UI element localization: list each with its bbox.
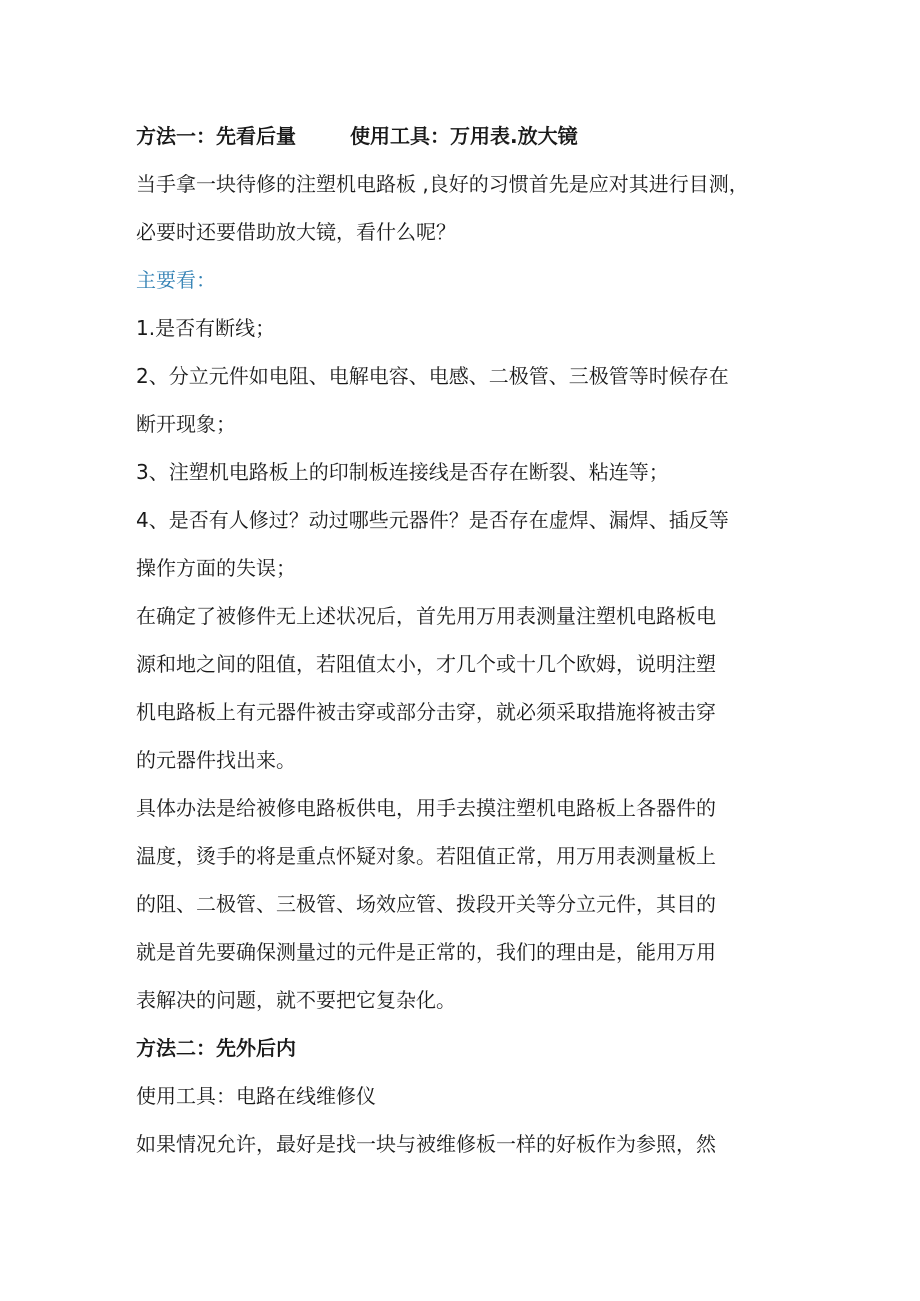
intro-line: 当手拿一块待修的注塑机电路板 ,良好的习惯首先是应对其进行目测， [136,172,749,196]
paragraph1-line: 机电路板上有元器件被击穿或部分击穿，就必须采取措施将被击穿 [136,700,716,724]
main-look-subheading: 主要看： [136,268,216,292]
paragraph1-line: 源和地之间的阻值，若阻值太小，才几个或十几个欧姆，说明注塑 [136,652,716,676]
paragraph1-line: 的元器件找出来。 [136,748,296,772]
method2-text: 如果情况允许，最好是找一块与被维修板一样的好板作为参照，然 [136,1132,716,1156]
document-page [136,112,826,1168]
check-line: 1.是否有断线； [136,316,276,340]
paragraph1-line: 在确定了被修件无上述状况后，首先用万用表测量注塑机电路板电 [136,604,716,628]
paragraph2-line: 就是首先要确保测量过的元件是正常的，我们的理由是，能用万用 [136,940,716,964]
check-line: 2、分立元件如电阻、电解电容、电感、二极管、三极管等时候存在 [136,364,729,388]
paragraph2-line: 的阻、二极管、三极管、场效应管、拨段开关等分立元件，其目的 [136,892,716,916]
check-line: 操作方面的失误； [136,556,296,580]
check-line: 4、是否有人修过？动过哪些元器件？是否存在虚焊、漏焊、插反等 [136,508,729,532]
check-line: 断开现象； [136,412,236,436]
method1-heading [136,112,826,160]
check-line: 3、注塑机电路板上的印制板连接线是否存在断裂、粘连等； [136,460,669,484]
method1-tools: 使用工具：万用表.放大镜 [350,124,578,148]
method2-tools: 使用工具：电路在线维修仪 [136,1084,376,1108]
paragraph2-line: 表解决的问题，就不要把它复杂化。 [136,988,456,1012]
paragraph2-line: 具体办法是给被修电路板供电，用手去摸注塑机电路板上各器件的 [136,796,716,820]
paragraph2-line: 温度，烫手的将是重点怀疑对象。若阻值正常，用万用表测量板上 [136,844,716,868]
intro-line: 必要时还要借助放大镜，看什么呢？ [136,220,456,244]
method1-title: 方法一：先看后量 [136,124,296,148]
method2-title: 方法二：先外后内 [136,1036,296,1060]
